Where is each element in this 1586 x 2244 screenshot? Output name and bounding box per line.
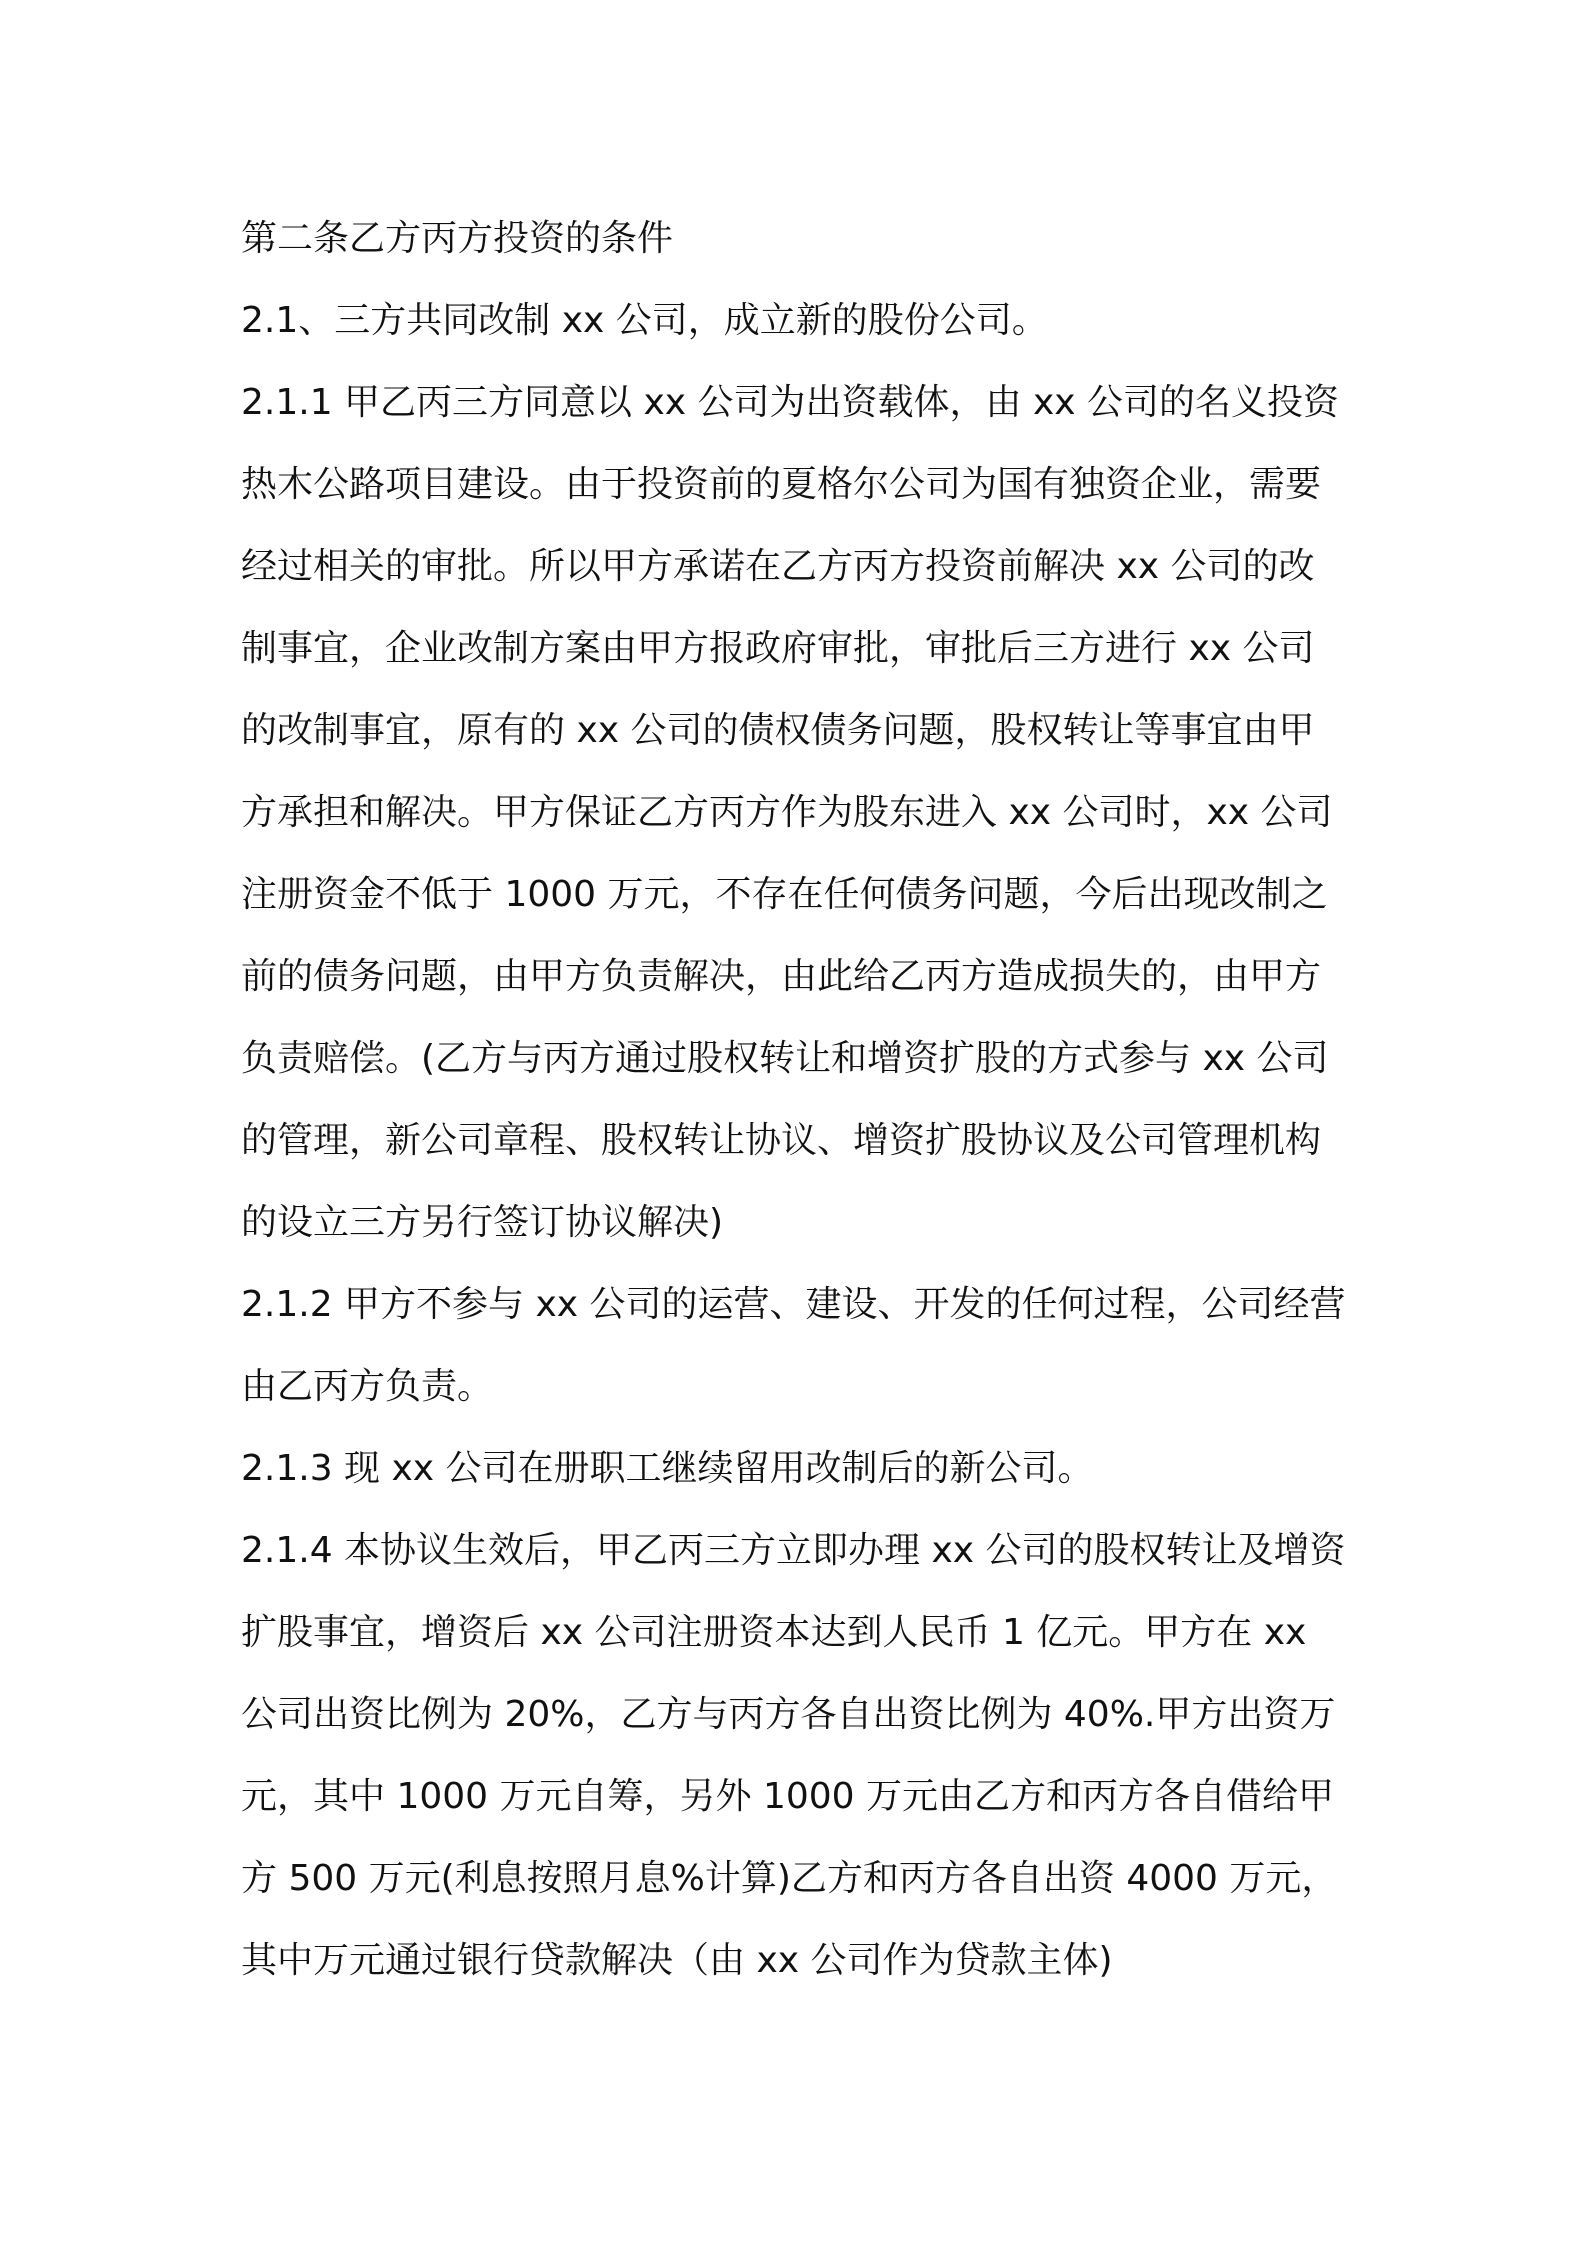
text-line: 经过相关的审批。所以甲方承诺在乙方丙方投资前解决 xx 公司的改 xyxy=(241,546,1315,587)
text-line: 2.1.2 甲方不参与 xx 公司的运营、建设、开发的任何过程，公司经营 xyxy=(241,1284,1346,1325)
clause-2-1-2 xyxy=(241,1264,1353,1428)
text-line: 负责赔偿。(乙方与丙方通过股权转让和增资扩股的方式参与 xx 公司 xyxy=(241,1038,1329,1079)
text-line: 2.1.1 甲乙丙三方同意以 xx 公司为出资载体，由 xx 公司的名义投资 xyxy=(241,382,1340,423)
text-line: 扩股事宜，增资后 xx 公司注册资本达到人民币 1 亿元。甲方在 xx xyxy=(241,1612,1307,1653)
text-line: 方 500 万元(利息按照月息%计算)乙方和丙方各自出资 4000 万元， xyxy=(241,1858,1338,1899)
article-heading xyxy=(241,198,1353,280)
document-body xyxy=(241,198,1353,2002)
text-line: 前的债务问题，由甲方负责解决，由此给乙丙方造成损失的，由甲方 xyxy=(241,956,1322,997)
text-line: 的管理，新公司章程、股权转让协议、增资扩股协议及公司管理机构 xyxy=(241,1120,1322,1161)
text-line: 方承担和解决。甲方保证乙方丙方作为股东进入 xx 公司时，xx 公司 xyxy=(241,792,1333,833)
clause-2-1-1 xyxy=(241,362,1353,1264)
text-line: 第二条乙方丙方投资的条件 xyxy=(241,218,674,259)
text-line: 元，其中 1000 万元自筹，另外 1000 万元由乙方和丙方各自借给甲 xyxy=(241,1776,1335,1817)
clause-2-1-3 xyxy=(241,1428,1353,1510)
text-line: 2.1、三方共同改制 xx 公司，成立新的股份公司。 xyxy=(241,300,1048,341)
clause-2-1 xyxy=(241,280,1353,362)
text-line: 热木公路项目建设。由于投资前的夏格尔公司为国有独资企业，需要 xyxy=(241,464,1322,505)
text-line: 制事宜，企业改制方案由甲方报政府审批，审批后三方进行 xx 公司 xyxy=(241,628,1315,669)
clause-2-1-4 xyxy=(241,1510,1353,2002)
text-line: 其中万元通过银行贷款解决（由 xx 公司作为贷款主体) xyxy=(241,1940,1113,1981)
text-line: 注册资金不低于 1000 万元，不存在任何债务问题，今后出现改制之 xyxy=(241,874,1328,915)
text-line: 2.1.4 本协议生效后，甲乙丙三方立即办理 xx 公司的股权转让及增资 xyxy=(241,1530,1346,1571)
text-line: 的设立三方另行签订协议解决) xyxy=(241,1202,724,1243)
text-line: 由乙丙方负责。 xyxy=(241,1366,494,1407)
text-line: 公司出资比例为 20%，乙方与丙方各自出资比例为 40%.甲方出资万 xyxy=(241,1694,1336,1735)
text-line: 的改制事宜，原有的 xx 公司的债权债务问题，股权转让等事宜由甲 xyxy=(241,710,1315,751)
text-line: 2.1.3 现 xx 公司在册职工继续留用改制后的新公司。 xyxy=(241,1448,1094,1489)
